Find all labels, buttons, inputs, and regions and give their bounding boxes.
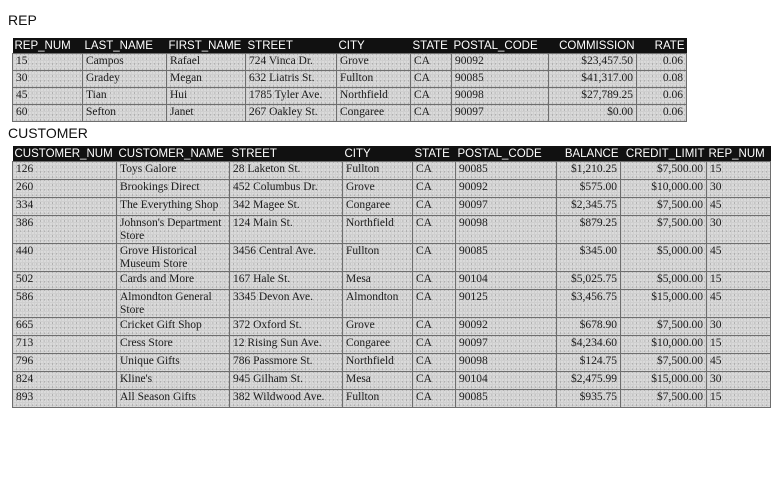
rep-header-commission: COMMISSION bbox=[549, 38, 637, 54]
rep-cell-city: Congaree bbox=[337, 105, 411, 122]
customer-header-city: CITY bbox=[343, 146, 413, 162]
customer-cell-credit-limit: $5,000.00 bbox=[621, 272, 707, 290]
customer-cell-rep-num: 45 bbox=[707, 198, 771, 216]
rep-cell-last-name: Sefton bbox=[83, 105, 167, 122]
rep-cell-state: CA bbox=[411, 105, 452, 122]
rep-cell-postal-code: 90092 bbox=[452, 54, 549, 71]
customer-cell-city: Congaree bbox=[343, 198, 413, 216]
rep-cell-commission: $23,457.50 bbox=[549, 54, 637, 71]
customer-cell-street: 452 Columbus Dr. bbox=[230, 180, 343, 198]
customer-cell-rep-num: 15 bbox=[707, 272, 771, 290]
customer-row bbox=[13, 336, 771, 354]
customer-cell-customer-num: 824 bbox=[13, 372, 117, 390]
customer-cell-customer-num: 386 bbox=[13, 216, 117, 244]
customer-cell-city: Northfield bbox=[343, 354, 413, 372]
customer-cell-credit-limit: $10,000.00 bbox=[621, 336, 707, 354]
customer-cell-street: 786 Passmore St. bbox=[230, 354, 343, 372]
customer-cell-state: CA bbox=[413, 372, 456, 390]
customer-cell-state: CA bbox=[413, 354, 456, 372]
customer-cell-credit-limit: $7,500.00 bbox=[621, 354, 707, 372]
customer-cell-customer-name: Johnson's Department Store bbox=[117, 216, 230, 244]
rep-cell-first-name: Megan bbox=[167, 71, 246, 88]
customer-header-credit-limit: CREDIT_LIMIT bbox=[621, 146, 707, 162]
rep-cell-commission: $0.00 bbox=[549, 105, 637, 122]
customer-cell-balance: $5,025.75 bbox=[557, 272, 621, 290]
customer-cell-state: CA bbox=[413, 318, 456, 336]
customer-header-postal-code: POSTAL_CODE bbox=[456, 146, 557, 162]
customer-header-row bbox=[13, 146, 771, 162]
customer-cell-customer-num: 260 bbox=[13, 180, 117, 198]
customer-cell-customer-num: 893 bbox=[13, 390, 117, 408]
rep-cell-street: 267 Oakley St. bbox=[246, 105, 337, 122]
customer-cell-credit-limit: $15,000.00 bbox=[621, 290, 707, 318]
customer-cell-postal-code: 90092 bbox=[456, 180, 557, 198]
customer-cell-city: Mesa bbox=[343, 272, 413, 290]
customer-cell-street: 372 Oxford St. bbox=[230, 318, 343, 336]
customer-row bbox=[13, 180, 771, 198]
customer-row bbox=[13, 198, 771, 216]
customer-cell-customer-name: Cress Store bbox=[117, 336, 230, 354]
customer-cell-state: CA bbox=[413, 272, 456, 290]
rep-cell-street: 632 Liatris St. bbox=[246, 71, 337, 88]
customer-cell-customer-num: 334 bbox=[13, 198, 117, 216]
customer-cell-state: CA bbox=[413, 290, 456, 318]
customer-cell-customer-name: All Season Gifts bbox=[117, 390, 230, 408]
customer-cell-credit-limit: $5,000.00 bbox=[621, 244, 707, 272]
customer-cell-street: 3456 Central Ave. bbox=[230, 244, 343, 272]
customer-row bbox=[13, 354, 771, 372]
customer-row bbox=[13, 290, 771, 318]
customer-cell-city: Mesa bbox=[343, 372, 413, 390]
customer-cell-rep-num: 15 bbox=[707, 336, 771, 354]
customer-row bbox=[13, 162, 771, 180]
customer-cell-postal-code: 90104 bbox=[456, 272, 557, 290]
customer-cell-postal-code: 90097 bbox=[456, 336, 557, 354]
customer-cell-credit-limit: $7,500.00 bbox=[621, 198, 707, 216]
customer-cell-rep-num: 15 bbox=[707, 162, 771, 180]
customer-cell-rep-num: 15 bbox=[707, 390, 771, 408]
customer-cell-state: CA bbox=[413, 244, 456, 272]
rep-cell-city: Northfield bbox=[337, 88, 411, 105]
rep-cell-last-name: Gradey bbox=[83, 71, 167, 88]
customer-cell-balance: $678.90 bbox=[557, 318, 621, 336]
customer-cell-customer-name: Kline's bbox=[117, 372, 230, 390]
customer-cell-rep-num: 45 bbox=[707, 290, 771, 318]
customer-row bbox=[13, 272, 771, 290]
rep-cell-postal-code: 90085 bbox=[452, 71, 549, 88]
rep-cell-first-name: Rafael bbox=[167, 54, 246, 71]
rep-header-rep-num: REP_NUM bbox=[13, 38, 83, 54]
customer-cell-balance: $3,456.75 bbox=[557, 290, 621, 318]
rep-cell-city: Fullton bbox=[337, 71, 411, 88]
customer-cell-postal-code: 90098 bbox=[456, 354, 557, 372]
customer-cell-balance: $935.75 bbox=[557, 390, 621, 408]
customer-header-customer-name: CUSTOMER_NAME bbox=[117, 146, 230, 162]
customer-cell-city: Grove bbox=[343, 318, 413, 336]
customer-cell-postal-code: 90098 bbox=[456, 216, 557, 244]
rep-table-title: REP bbox=[8, 12, 37, 28]
customer-cell-balance: $575.00 bbox=[557, 180, 621, 198]
rep-header-street: STREET bbox=[246, 38, 337, 54]
customer-row bbox=[13, 244, 771, 272]
rep-cell-last-name: Tian bbox=[83, 88, 167, 105]
customer-header-balance: BALANCE bbox=[557, 146, 621, 162]
rep-cell-commission: $41,317.00 bbox=[549, 71, 637, 88]
customer-row bbox=[13, 372, 771, 390]
customer-cell-street: 382 Wildwood Ave. bbox=[230, 390, 343, 408]
customer-cell-customer-num: 586 bbox=[13, 290, 117, 318]
rep-cell-rate: 0.06 bbox=[637, 88, 687, 105]
customer-cell-customer-num: 440 bbox=[13, 244, 117, 272]
rep-cell-commission: $27,789.25 bbox=[549, 88, 637, 105]
customer-cell-balance: $2,345.75 bbox=[557, 198, 621, 216]
customer-cell-state: CA bbox=[413, 390, 456, 408]
rep-header-postal-code: POSTAL_CODE bbox=[452, 38, 549, 54]
customer-cell-city: Northfield bbox=[343, 216, 413, 244]
customer-cell-postal-code: 90092 bbox=[456, 318, 557, 336]
customer-header-rep-num: REP_NUM bbox=[707, 146, 771, 162]
rep-cell-rate: 0.08 bbox=[637, 71, 687, 88]
customer-cell-state: CA bbox=[413, 216, 456, 244]
rep-header-state: STATE bbox=[411, 38, 452, 54]
customer-cell-customer-name: Cricket Gift Shop bbox=[117, 318, 230, 336]
rep-cell-last-name: Campos bbox=[83, 54, 167, 71]
customer-cell-rep-num: 30 bbox=[707, 216, 771, 244]
rep-cell-rep-num: 45 bbox=[13, 88, 83, 105]
rep-cell-state: CA bbox=[411, 88, 452, 105]
customer-cell-balance: $345.00 bbox=[557, 244, 621, 272]
rep-cell-street: 724 Vinca Dr. bbox=[246, 54, 337, 71]
customer-cell-city: Fullton bbox=[343, 162, 413, 180]
rep-cell-first-name: Hui bbox=[167, 88, 246, 105]
customer-cell-credit-limit: $10,000.00 bbox=[621, 180, 707, 198]
customer-cell-city: Congaree bbox=[343, 336, 413, 354]
rep-header-rate: RATE bbox=[637, 38, 687, 54]
customer-cell-city: Grove bbox=[343, 180, 413, 198]
rep-cell-rep-num: 15 bbox=[13, 54, 83, 71]
rep-cell-city: Grove bbox=[337, 54, 411, 71]
customer-cell-balance: $879.25 bbox=[557, 216, 621, 244]
customer-row bbox=[13, 390, 771, 408]
customer-cell-postal-code: 90085 bbox=[456, 390, 557, 408]
rep-cell-postal-code: 90098 bbox=[452, 88, 549, 105]
customer-cell-credit-limit: $15,000.00 bbox=[621, 372, 707, 390]
customer-cell-customer-name: Brookings Direct bbox=[117, 180, 230, 198]
rep-cell-first-name: Janet bbox=[167, 105, 246, 122]
customer-cell-rep-num: 45 bbox=[707, 244, 771, 272]
rep-cell-state: CA bbox=[411, 54, 452, 71]
customer-cell-balance: $1,210.25 bbox=[557, 162, 621, 180]
customer-cell-postal-code: 90085 bbox=[456, 244, 557, 272]
customer-cell-street: 124 Main St. bbox=[230, 216, 343, 244]
rep-cell-rep-num: 60 bbox=[13, 105, 83, 122]
customer-cell-street: 3345 Devon Ave. bbox=[230, 290, 343, 318]
customer-cell-state: CA bbox=[413, 162, 456, 180]
customer-cell-customer-name: The Everything Shop bbox=[117, 198, 230, 216]
customer-cell-customer-num: 665 bbox=[13, 318, 117, 336]
customer-cell-city: Almondton bbox=[343, 290, 413, 318]
customer-cell-state: CA bbox=[413, 336, 456, 354]
rep-cell-state: CA bbox=[411, 71, 452, 88]
customer-cell-balance: $2,475.99 bbox=[557, 372, 621, 390]
customer-cell-postal-code: 90125 bbox=[456, 290, 557, 318]
rep-cell-rate: 0.06 bbox=[637, 105, 687, 122]
rep-row bbox=[13, 54, 687, 71]
customer-cell-customer-num: 502 bbox=[13, 272, 117, 290]
customer-cell-postal-code: 90097 bbox=[456, 198, 557, 216]
customer-cell-credit-limit: $7,500.00 bbox=[621, 390, 707, 408]
rep-cell-postal-code: 90097 bbox=[452, 105, 549, 122]
rep-cell-rep-num: 30 bbox=[13, 71, 83, 88]
customer-cell-customer-num: 126 bbox=[13, 162, 117, 180]
customer-cell-city: Fullton bbox=[343, 244, 413, 272]
customer-cell-rep-num: 30 bbox=[707, 318, 771, 336]
customer-cell-postal-code: 90085 bbox=[456, 162, 557, 180]
customer-cell-credit-limit: $7,500.00 bbox=[621, 216, 707, 244]
customer-cell-street: 167 Hale St. bbox=[230, 272, 343, 290]
rep-cell-rate: 0.06 bbox=[637, 54, 687, 71]
customer-cell-street: 945 Gilham St. bbox=[230, 372, 343, 390]
customer-cell-postal-code: 90104 bbox=[456, 372, 557, 390]
rep-header-row bbox=[13, 38, 687, 54]
customer-cell-balance: $4,234.60 bbox=[557, 336, 621, 354]
customer-cell-rep-num: 30 bbox=[707, 372, 771, 390]
customer-cell-customer-name: Cards and More bbox=[117, 272, 230, 290]
customer-cell-street: 12 Rising Sun Ave. bbox=[230, 336, 343, 354]
customer-table bbox=[12, 146, 771, 408]
customer-header-state: STATE bbox=[413, 146, 456, 162]
rep-header-last-name: LAST_NAME bbox=[83, 38, 167, 54]
customer-cell-customer-name: Unique Gifts bbox=[117, 354, 230, 372]
rep-row bbox=[13, 88, 687, 105]
customer-cell-customer-name: Almondton General Store bbox=[117, 290, 230, 318]
rep-header-city: CITY bbox=[337, 38, 411, 54]
customer-cell-customer-name: Grove Historical Museum Store bbox=[117, 244, 230, 272]
customer-cell-rep-num: 30 bbox=[707, 180, 771, 198]
customer-cell-rep-num: 45 bbox=[707, 354, 771, 372]
rep-row bbox=[13, 105, 687, 122]
rep-header-first-name: FIRST_NAME bbox=[167, 38, 246, 54]
customer-cell-street: 342 Magee St. bbox=[230, 198, 343, 216]
customer-cell-balance: $124.75 bbox=[557, 354, 621, 372]
customer-cell-state: CA bbox=[413, 198, 456, 216]
customer-cell-customer-num: 713 bbox=[13, 336, 117, 354]
customer-table-title: CUSTOMER bbox=[8, 125, 88, 141]
customer-cell-customer-name: Toys Galore bbox=[117, 162, 230, 180]
rep-row bbox=[13, 71, 687, 88]
customer-cell-credit-limit: $7,500.00 bbox=[621, 318, 707, 336]
customer-header-street: STREET bbox=[230, 146, 343, 162]
customer-row bbox=[13, 216, 771, 244]
customer-cell-state: CA bbox=[413, 180, 456, 198]
rep-cell-street: 1785 Tyler Ave. bbox=[246, 88, 337, 105]
customer-cell-city: Fullton bbox=[343, 390, 413, 408]
customer-row bbox=[13, 318, 771, 336]
customer-cell-customer-num: 796 bbox=[13, 354, 117, 372]
customer-header-customer-num: CUSTOMER_NUM bbox=[13, 146, 117, 162]
customer-cell-credit-limit: $7,500.00 bbox=[621, 162, 707, 180]
customer-cell-street: 28 Laketon St. bbox=[230, 162, 343, 180]
rep-table bbox=[12, 38, 687, 122]
